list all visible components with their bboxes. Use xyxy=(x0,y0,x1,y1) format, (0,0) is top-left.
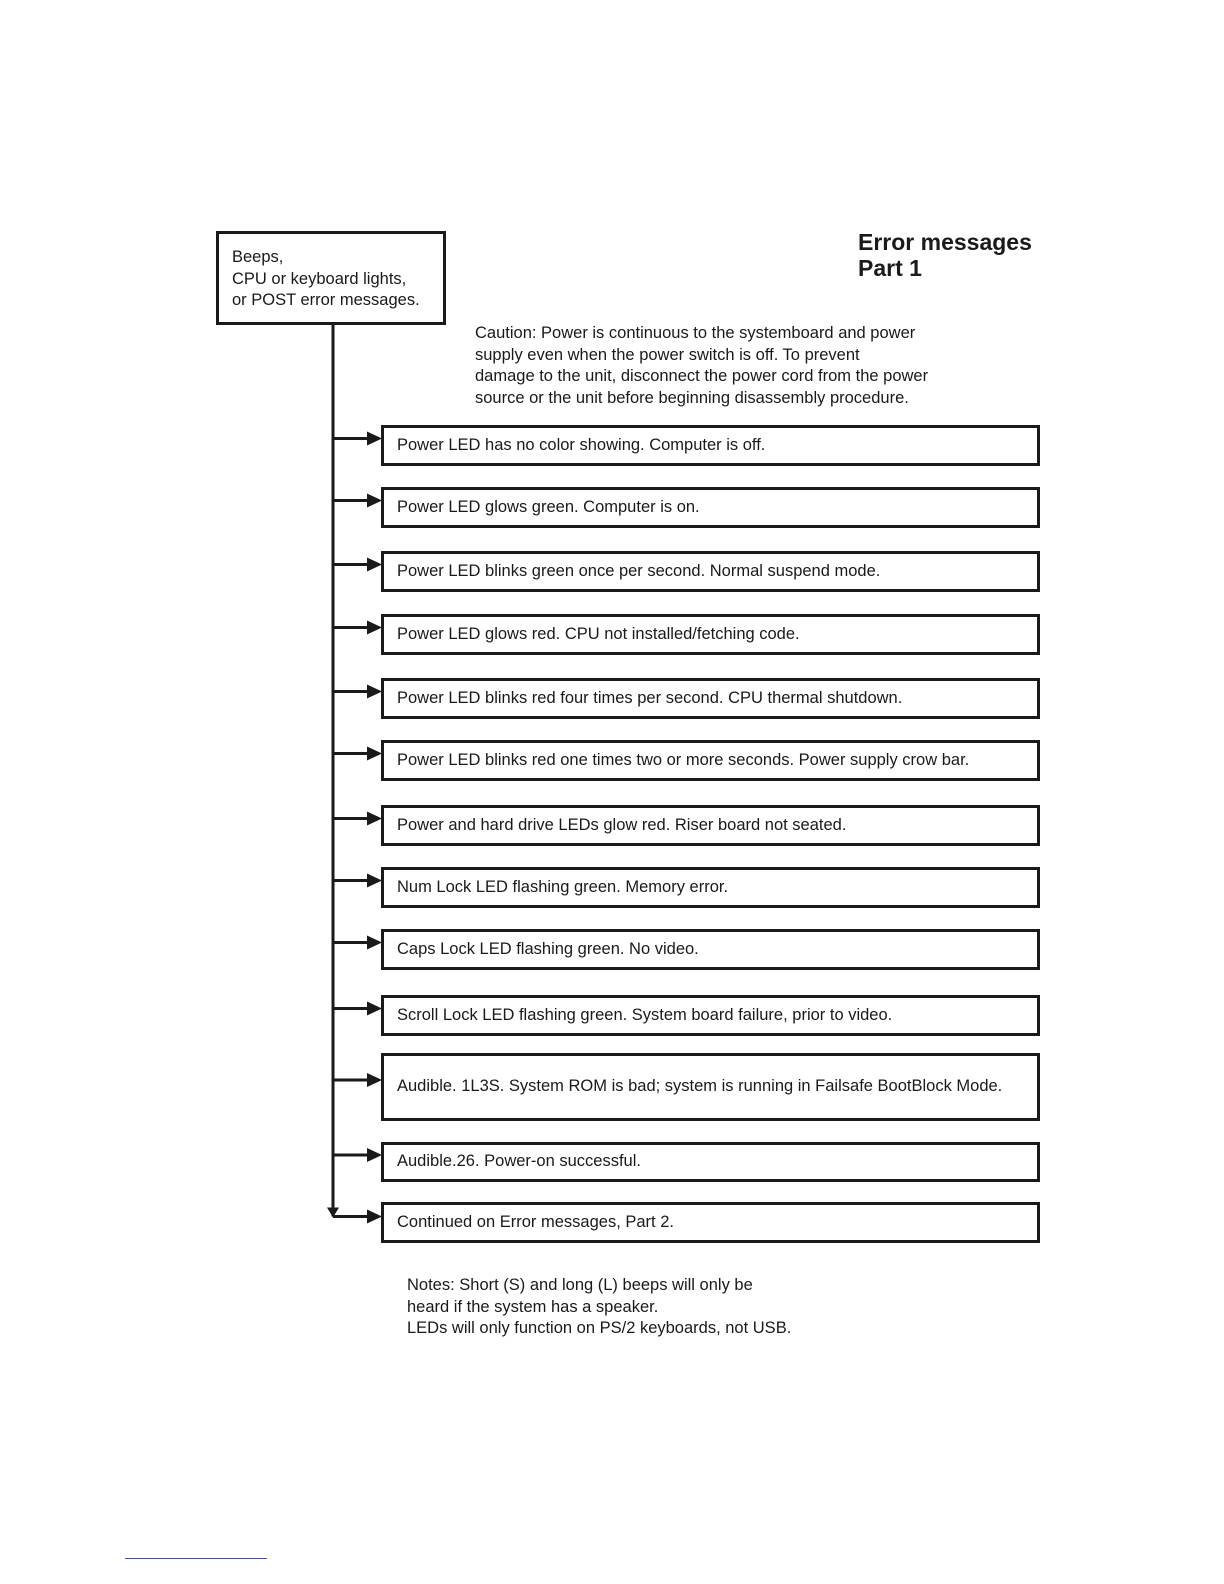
message-box xyxy=(381,551,1040,592)
connector-arrowhead xyxy=(367,1148,382,1162)
message-text: Power LED glows green. Computer is on. xyxy=(397,497,700,516)
message-text: Scroll Lock LED flashing green. System board failure, prior to video. xyxy=(397,1005,893,1024)
start-node xyxy=(216,231,446,325)
connector-arrowhead xyxy=(367,747,382,761)
notes-text xyxy=(407,1275,791,1340)
message-text: Caps Lock LED flashing green. No video. xyxy=(397,939,699,958)
message-box xyxy=(381,487,1040,528)
message-box xyxy=(381,995,1040,1036)
message-text: Power and hard drive LEDs glow red. Riser board not seated. xyxy=(397,815,847,834)
message-text: Power LED glows red. CPU not installed/fetching code. xyxy=(397,624,800,643)
message-text: Continued on Error messages, Part 2. xyxy=(397,1212,674,1231)
message-text: Power LED blinks red four times per second. CPU thermal shutdown. xyxy=(397,688,903,707)
connector-arrowhead xyxy=(367,685,382,699)
message-box xyxy=(381,1202,1040,1243)
message-text: Audible. 1L3S. System ROM is bad; system is running in Failsafe BootBlock Mode. xyxy=(397,1077,1003,1096)
caution-line: supply even when the power switch is off. To prevent xyxy=(475,345,860,364)
page-title-line: Error messages xyxy=(858,229,1032,255)
message-box xyxy=(381,740,1040,781)
start-node-line: or POST error messages. xyxy=(232,291,420,309)
message-box xyxy=(381,1142,1040,1182)
caution-line: damage to the unit, disconnect the power cord from the power xyxy=(475,367,929,385)
page-title-line: Part 1 xyxy=(858,255,922,281)
notes-line: Notes: Short (S) and long (L) beeps will only be xyxy=(407,1276,753,1294)
connector-arrowhead xyxy=(367,874,382,888)
message-box xyxy=(381,678,1040,719)
message-text: Power LED blinks green once per second. Normal suspend mode. xyxy=(397,561,881,580)
connector-arrowhead xyxy=(367,558,382,572)
caution-text xyxy=(475,323,928,409)
caution-line: source or the unit before beginning disassembly procedure. xyxy=(475,388,909,407)
start-node-line: CPU or keyboard lights, xyxy=(232,269,407,288)
message-box xyxy=(381,867,1040,908)
connector-arrowhead xyxy=(367,494,382,508)
message-text: Power LED has no color showing. Computer is off. xyxy=(397,435,766,454)
connector-arrowhead xyxy=(367,1002,382,1016)
message-text: Audible.26. Power-on successful. xyxy=(397,1152,641,1171)
footer-rule xyxy=(125,1558,267,1559)
caution-line: Caution: Power is continuous to the systemboard and power xyxy=(475,324,916,342)
start-node-line: Beeps, xyxy=(232,248,284,266)
connector-arrowhead xyxy=(367,1210,382,1224)
message-box xyxy=(381,929,1040,970)
message-box xyxy=(381,425,1040,466)
connector-arrowhead xyxy=(367,936,382,950)
connector-arrowhead xyxy=(367,432,382,446)
page-title xyxy=(858,229,1032,281)
message-box xyxy=(381,614,1040,655)
notes-line: LEDs will only function on PS/2 keyboards, not USB. xyxy=(407,1319,792,1337)
message-text: Num Lock LED flashing green. Memory error. xyxy=(397,877,729,896)
connector-arrowhead xyxy=(367,812,382,826)
connector-arrowhead xyxy=(367,621,382,635)
connector-arrowhead xyxy=(367,1073,382,1087)
message-text: Power LED blinks red one times two or more seconds. Power supply crow bar. xyxy=(397,750,970,769)
notes-line: heard if the system has a speaker. xyxy=(407,1297,659,1316)
message-box xyxy=(381,805,1040,846)
message-box xyxy=(381,1053,1040,1121)
